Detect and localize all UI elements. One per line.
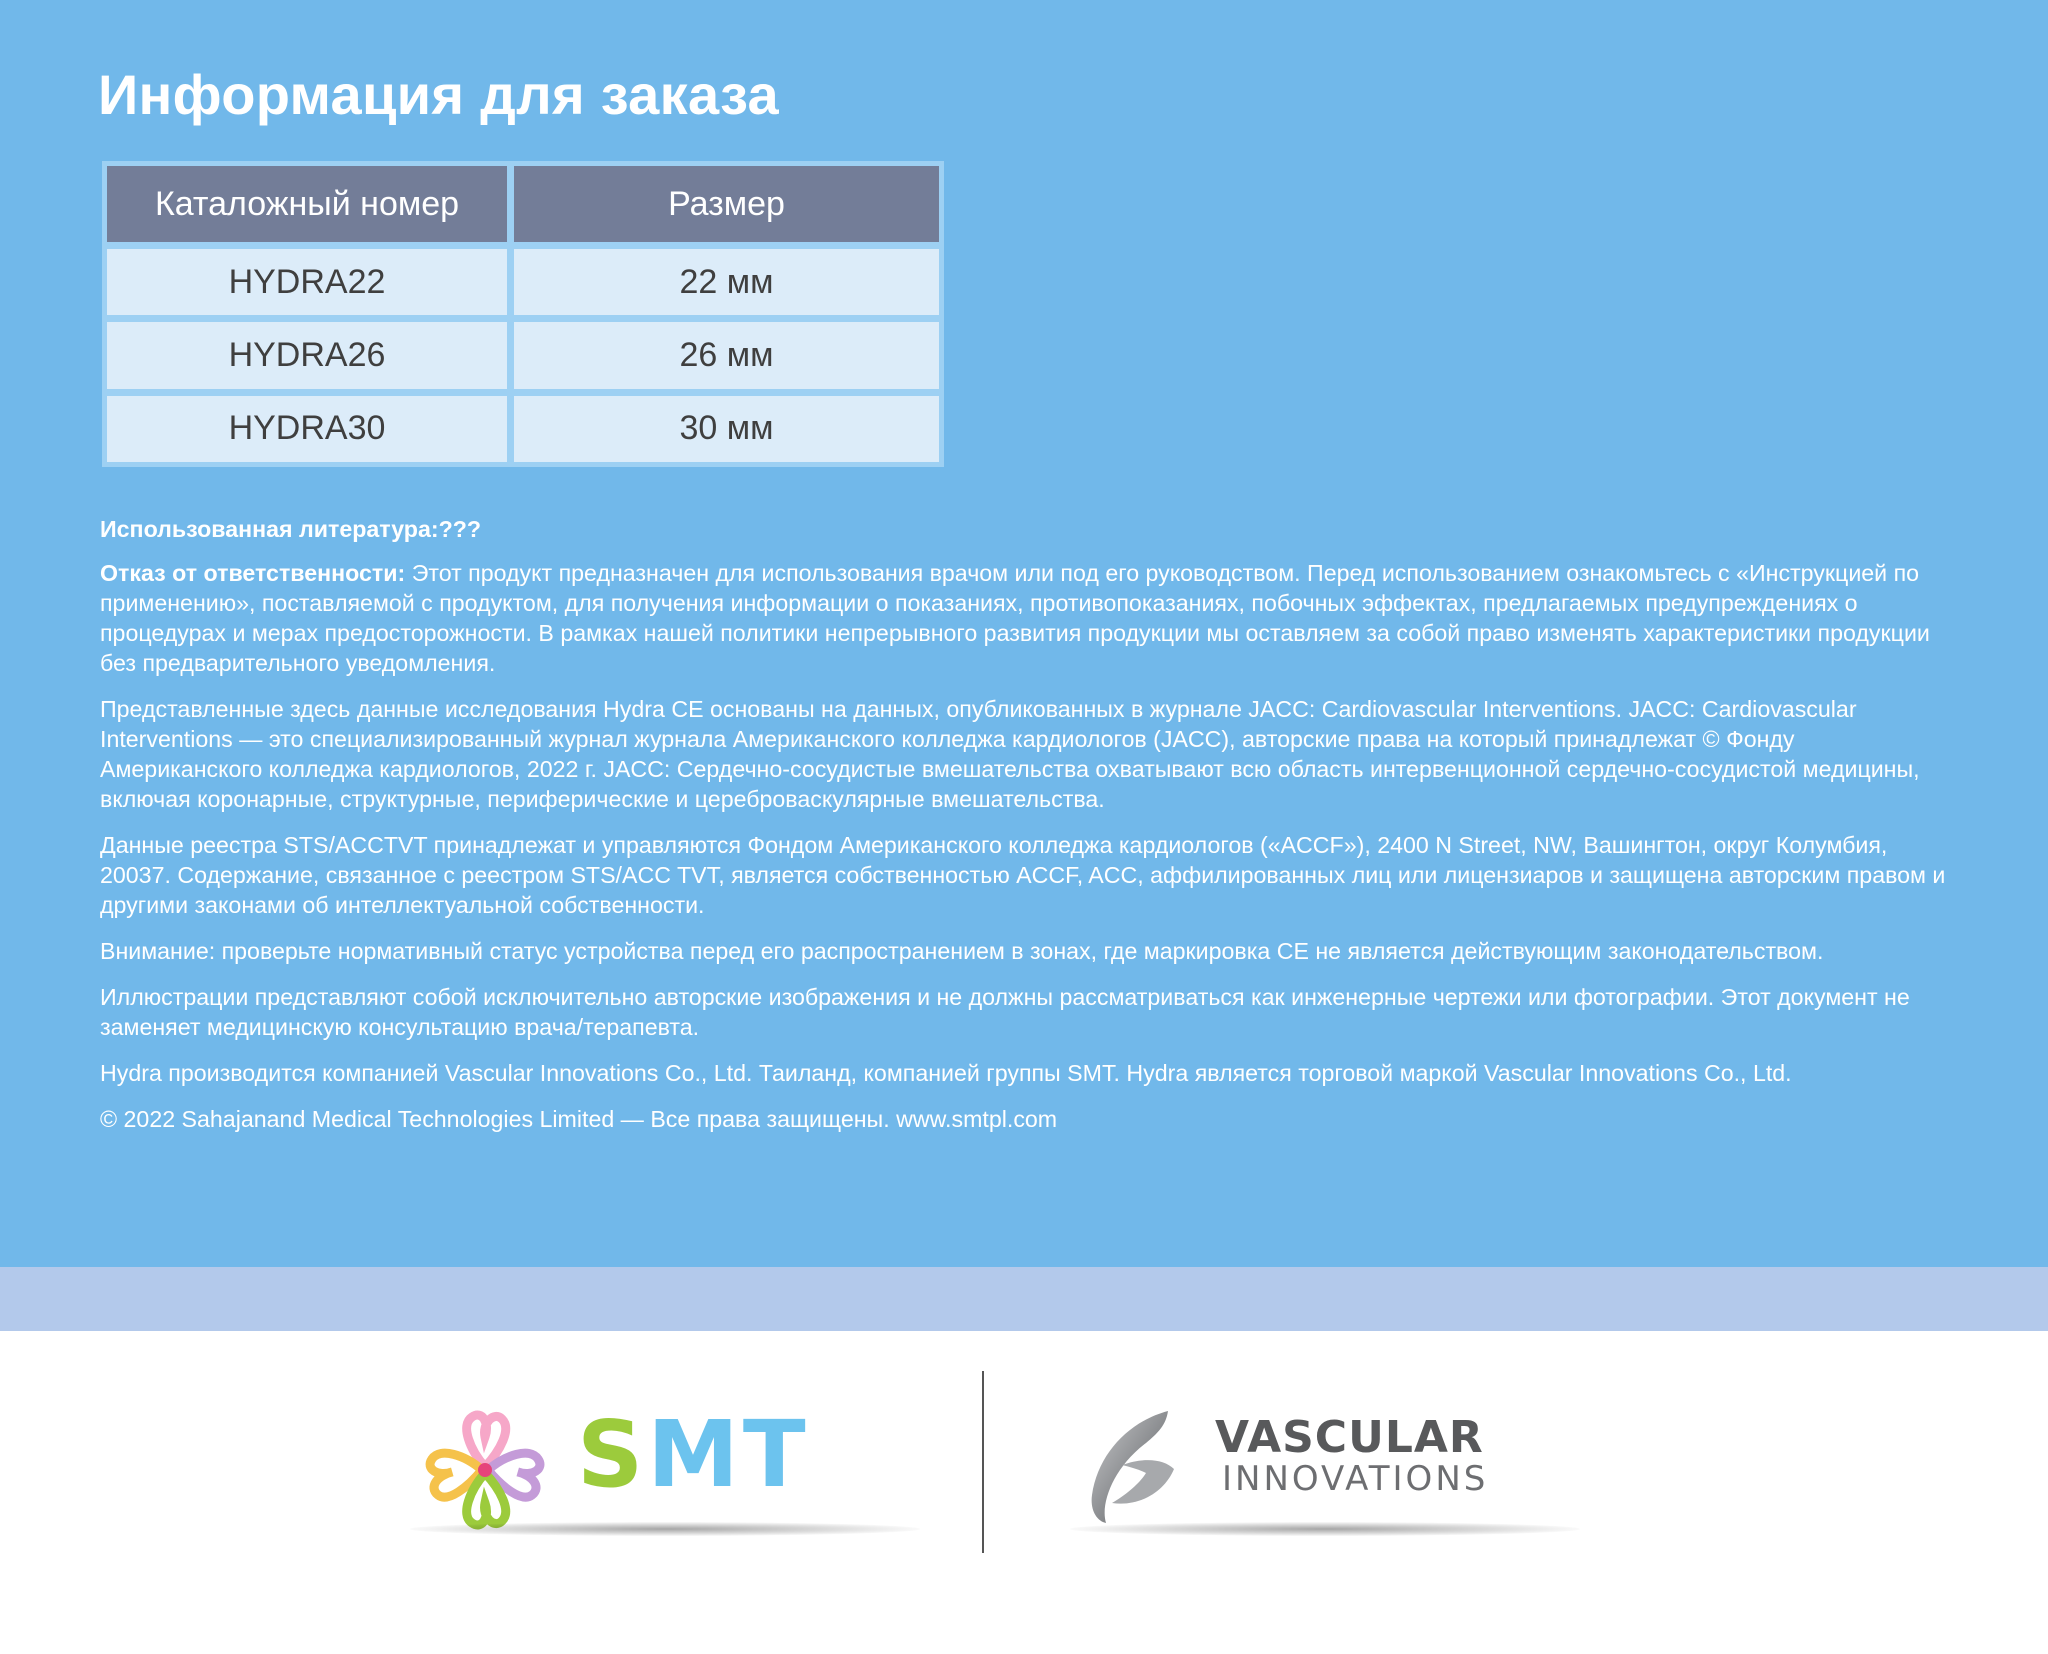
vascular-wordmark: VASCULAR bbox=[1215, 1412, 1484, 1463]
references-value: ??? bbox=[438, 516, 482, 542]
copyright-line: © 2022 Sahajanand Medical Technologies Limited — Все права защищены. www.smtpl.com bbox=[100, 1106, 1058, 1132]
smt-wordmark-mt: MT bbox=[647, 1401, 810, 1508]
table-row bbox=[107, 322, 939, 388]
registry-paragraph: Данные реестра STS/ACCTVT принадлежат и управляются Фондом Американского колледжа кардиологов («ACCF»), 2400 N Street, NW, Вашингтон, округ Колумбия, 20037. Содержание, связанное с реестром STS/ACC TVT, является собственностью ACCF, ACC, аффилированных лиц или лицензиаров и защищена авторским правом и другими законами об интеллектуальной собственности. bbox=[100, 832, 1946, 918]
manufacturer-paragraph: Hydra производится компанией Vascular Innovations Co., Ltd. Таиланд, компанией группы SMT. Hydra является торговой маркой Vascular Innovations Co., Ltd. bbox=[100, 1060, 1792, 1086]
smt-wordmark-s: S bbox=[577, 1401, 648, 1508]
catalog-number-cell: HYDRA22 bbox=[107, 249, 507, 315]
footer-band bbox=[0, 1267, 2048, 1331]
size-cell: 26 мм bbox=[514, 322, 939, 388]
smt-wordmark bbox=[577, 1401, 810, 1508]
legal-text bbox=[100, 514, 1950, 1150]
catalog-number-cell: HYDRA30 bbox=[107, 396, 507, 462]
vascular-logo-shadow bbox=[1070, 1522, 1580, 1536]
column-header-size: Размер bbox=[514, 166, 939, 242]
disclaimer-label: Отказ от ответственности: bbox=[100, 560, 406, 586]
smt-logo-shadow bbox=[410, 1522, 920, 1536]
column-header-catalog: Каталожный номер bbox=[107, 166, 507, 242]
page-title: Информация для заказа bbox=[98, 63, 779, 126]
size-cell: 22 мм bbox=[514, 249, 939, 315]
leaf-swoosh-icon bbox=[1070, 1403, 1200, 1533]
disclaimer-text: Этот продукт предназначен для использования врачом или под его руководством. Перед использованием ознакомьтесь с «Инструкцией по применению», поставляемой с продуктом, для получения информации о показаниях, противопоказаниях, побочных эффектах, предлагаемых предупреждениях о процедурах и мерах предосторожности. В рамках нашей политики непрерывного развития продукции мы оставляем за собой право изменять характеристики продукции без предварительного уведомления. bbox=[100, 560, 1930, 676]
order-table bbox=[102, 161, 944, 467]
table-row bbox=[107, 249, 939, 315]
catalog-number-cell: HYDRA26 bbox=[107, 322, 507, 388]
disclaimer-paragraph bbox=[100, 558, 1950, 678]
illustrations-paragraph: Иллюстрации представляют собой исключительно авторские изображения и не должны рассматриваться как инженерные чертежи или фотографии. Этот документ не заменяет медицинскую консультацию врача/терапевта. bbox=[100, 984, 1910, 1040]
jacc-paragraph: Представленные здесь данные исследования Hydra CE основаны на данных, опубликованных в журнале JACC: Cardiovascular Interventions. JACC: Cardiovascular Interventions — это специализированный журнал журнала Американского колледжа кардиологов (JACC), авторские права на который принадлежат © Фонду Американского колледжа кардиологов, 2022 г. JACC: Сердечно-сосудистые вмешательства охватывают всю область интервенционной сердечно-сосудистой медицины, включая коронарные, структурные, периферические и цереброваскулярные вмешательства. bbox=[100, 696, 1920, 812]
table-row bbox=[107, 396, 939, 462]
warning-paragraph: Внимание: проверьте нормативный статус устройства перед его распространением в зонах, где маркировка CE не является действующим законодательством. bbox=[100, 938, 1824, 964]
size-cell: 30 мм bbox=[514, 396, 939, 462]
table-header-row bbox=[107, 166, 939, 242]
references-line bbox=[100, 514, 1950, 544]
references-label: Использованная литература: bbox=[100, 516, 439, 542]
logo-divider bbox=[982, 1371, 984, 1553]
innovations-wordmark: INNOVATIONS bbox=[1222, 1459, 1489, 1499]
